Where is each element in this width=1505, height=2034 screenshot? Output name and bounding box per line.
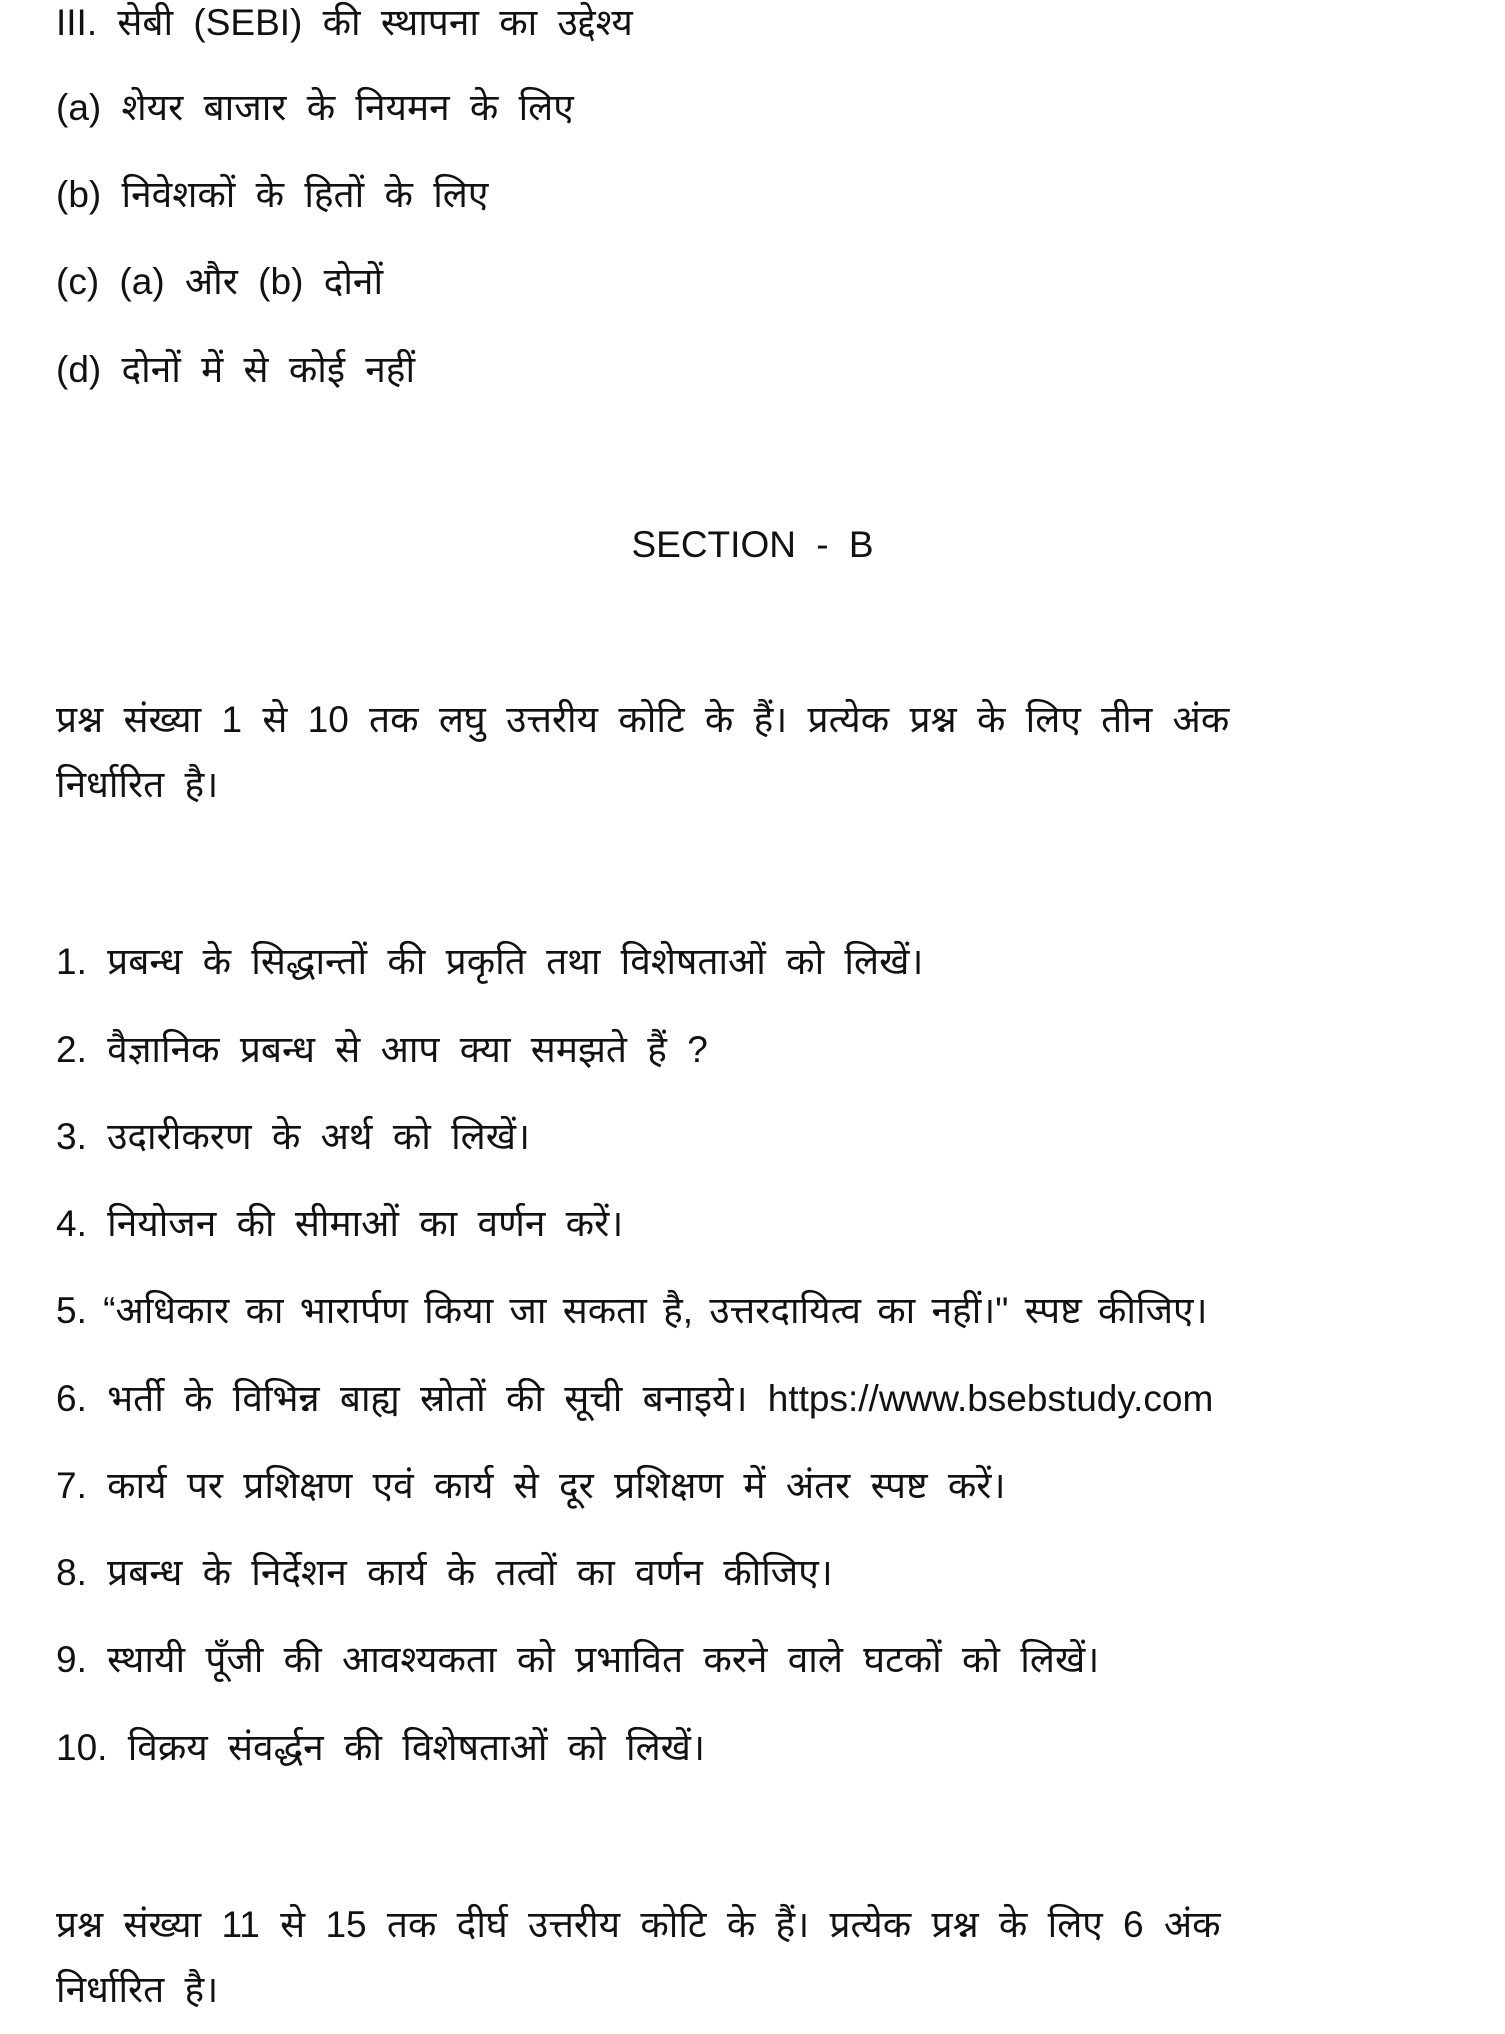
section-heading: SECTION - B	[631, 524, 874, 565]
mcq-option-b: (b) निवेशकों के हितों के लिए	[56, 174, 489, 215]
question-9: 9. स्थायी पूँजी की आवश्यकता को प्रभावित करने वाले घटकों को लिखें।	[56, 1639, 1100, 1680]
long-answer-instructions: प्रश्न संख्या 11 से 15 तक दीर्घ उत्तरीय कोटि के हैं। प्रत्येक प्रश्न के लिए 6 अंक	[56, 1904, 1221, 1945]
question-1: 1. प्रबन्ध के सिद्धान्तों की प्रकृति तथा विशेषताओं को लिखें।	[56, 941, 924, 982]
mcq-option-d: (d) दोनों में से कोई नहीं	[56, 349, 416, 390]
question-2: 2. वैज्ञानिक प्रबन्ध से आप क्या समझते हैं ?	[56, 1029, 708, 1070]
mcq-option-c: (c) (a) और (b) दोनों	[56, 261, 384, 302]
mcq-question: III. सेबी (SEBI) की स्थापना का उद्देश्य	[56, 2, 633, 43]
question-10: 10. विक्रय संवर्द्धन की विशेषताओं को लिखें।	[56, 1727, 705, 1768]
question-5: 5. “अधिकार का भारार्पण किया जा सकता है, उत्तरदायित्व का नहीं।" स्पष्ट कीजिए।	[56, 1290, 1208, 1331]
question-7: 7. कार्य पर प्रशिक्षण एवं कार्य से दूर प्रशिक्षण में अंतर स्पष्ट करें।	[56, 1465, 1006, 1506]
short-answer-instructions: प्रश्न संख्या 1 से 10 तक लघु उत्तरीय कोटि के हैं। प्रत्येक प्रश्न के लिए तीन अंक	[56, 699, 1230, 740]
short-answer-instructions-cont: निर्धारित है।	[56, 764, 219, 805]
question-4: 4. नियोजन की सीमाओं का वर्णन करें।	[56, 1203, 624, 1244]
mcq-option-a: (a) शेयर बाजार के नियमन के लिए	[56, 87, 574, 128]
question-3: 3. उदारीकरण के अर्थ को लिखें।	[56, 1116, 531, 1157]
question-8: 8. प्रबन्ध के निर्देशन कार्य के तत्वों का वर्णन कीजिए।	[56, 1552, 833, 1593]
long-answer-instructions-cont: निर्धारित है।	[56, 1969, 219, 2010]
question-6: 6. भर्ती के विभिन्न बाह्य स्रोतों की सूची बनाइये। https://www.bsebstudy.com	[56, 1378, 1214, 1419]
